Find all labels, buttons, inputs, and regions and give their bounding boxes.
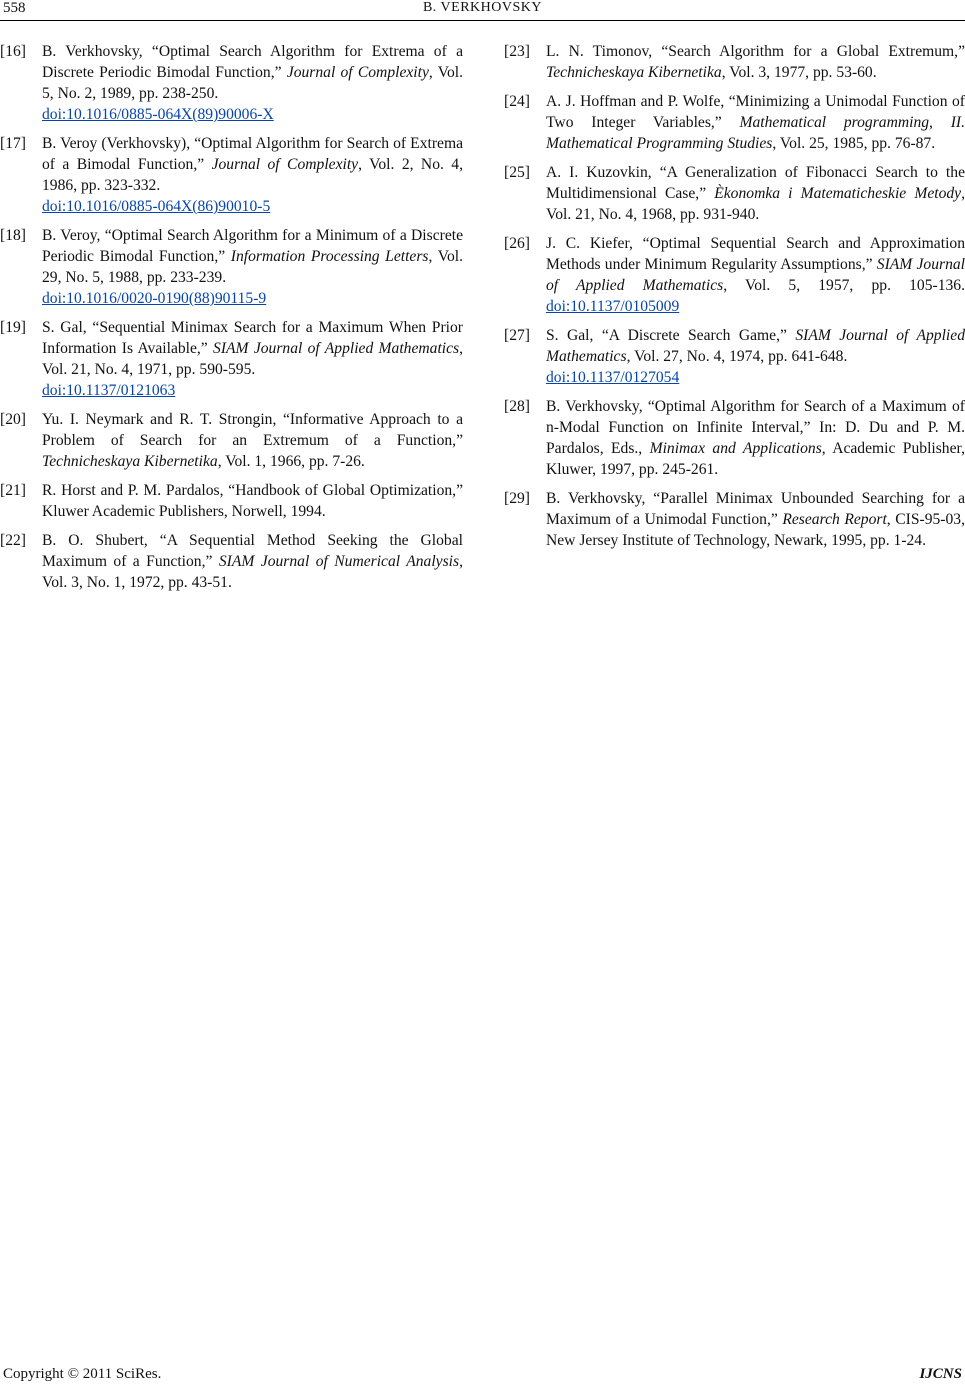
reference-text-main: B. Verkhovsky, “Optimal Algorithm for Search of a Maximum of n-Modal Function on Infinite Interval,” In: D. Du and P. M. Pardalos, Eds., (546, 398, 965, 457)
reference-source-title: SIAM Journal of Applied Mathematics (546, 256, 965, 294)
reference-text (42, 530, 463, 593)
doi-link[interactable]: doi:10.1016/0020-0190(88)90115-9 (42, 290, 267, 307)
reference-source-title: Mathematical programming, II. Mathematical Programming Studies (546, 114, 965, 152)
reference-number: [16] (0, 43, 26, 60)
reference-number: [20] (0, 411, 26, 428)
reference-number: [26] (504, 235, 530, 252)
reference-text-details: , Vol. 2, No. 4, 1986, pp. 323-332. (42, 156, 464, 194)
reference-item (0, 409, 463, 472)
reference-item (0, 225, 463, 309)
page-number: 558 (3, 0, 26, 16)
reference-number: [23] (504, 43, 530, 60)
reference-text-details: , Vol. 29, No. 5, 1988, pp. 233-239. (42, 248, 463, 286)
footer-journal: IJCNS (919, 1366, 962, 1382)
reference-text-main: B. Verkhovsky, “Parallel Minimax Unbounded Searching for a Maximum of a Unimodal Function,” (546, 490, 965, 528)
doi-link[interactable]: doi:10.1137/0121063 (42, 382, 176, 399)
header-rule (0, 20, 965, 21)
reference-text-details: , Vol. 25, 1985, pp. 76-87. (772, 135, 936, 152)
running-head: B. VERKHOVSKY (422, 0, 543, 15)
reference-text-details: , Vol. 5, 1957, pp. 105-136. (723, 277, 965, 294)
reference-text-details: , CIS-95-03, New Jersey Institute of Technology, Newark, 1995, pp. 1-24. (546, 511, 965, 549)
reference-item (0, 317, 463, 401)
doi-link[interactable]: doi:10.1137/0127054 (546, 369, 680, 386)
reference-source-title: Journal of Complexity (211, 156, 359, 173)
reference-number: [22] (0, 532, 26, 549)
doi-link[interactable]: doi:10.1137/0105009 (546, 298, 680, 315)
reference-item (504, 396, 965, 480)
reference-number: [18] (0, 227, 26, 244)
reference-text-details: , Vol. 3, 1977, pp. 53-60. (721, 64, 877, 81)
reference-source-title: Information Processing Letters (230, 248, 429, 265)
reference-number: [27] (504, 327, 530, 344)
reference-text-details: , Vol. 3, No. 1, 1972, pp. 43-51. (42, 553, 463, 591)
references-right-column (504, 41, 965, 559)
reference-text (546, 488, 965, 551)
reference-text-details: , Vol. 21, No. 4, 1971, pp. 590-595. (42, 340, 463, 378)
references-left-column (0, 41, 463, 601)
reference-source-title: Journal of Complexity (286, 64, 429, 81)
reference-text-details: , Academic Publisher, Kluwer, 1997, pp. 245-261. (546, 440, 965, 478)
reference-text-main: R. Horst and P. M. Pardalos, “Handbook of Global Optimization,” Kluwer Academic Publishers, Norwell, 1994. (42, 482, 463, 520)
reference-number: [28] (504, 398, 530, 415)
reference-source-title: Research Report (782, 511, 887, 528)
reference-text-details: , Vol. 1, 1966, pp. 7-26. (217, 453, 365, 470)
reference-text-main: A. J. Hoffman and P. Wolfe, “Minimizing a Unimodal Function of Two Integer Variables,” (546, 93, 965, 131)
reference-text (42, 409, 463, 472)
footer-copyright: Copyright © 2011 SciRes. (3, 1366, 162, 1382)
reference-number: [19] (0, 319, 26, 336)
reference-number: [17] (0, 135, 26, 152)
reference-text-main: B. O. Shubert, “A Sequential Method Seeking the Global Maximum of a Function,” (42, 532, 463, 570)
reference-text (42, 317, 463, 401)
reference-text-main: B. Veroy (Verkhovsky), “Optimal Algorithm for Search of Extrema of a Bimodal Function,” (42, 135, 463, 173)
reference-item (504, 233, 965, 317)
reference-item (504, 41, 965, 83)
reference-text (42, 133, 463, 217)
reference-text-details: , Vol. 5, No. 2, 1989, pp. 238-250. (42, 64, 464, 102)
reference-text-main: A. I. Kuzovkin, “A Generalization of Fibonacci Search to the Multidimensional Case,” (546, 164, 965, 202)
reference-source-title: Èkonomka i Matematicheskie Metody (714, 185, 962, 202)
reference-item (504, 162, 965, 225)
reference-text-details: , Vol. 27, No. 4, 1974, pp. 641-648. (626, 348, 848, 365)
reference-text (42, 225, 463, 309)
reference-text (546, 41, 965, 83)
reference-number: [29] (504, 490, 530, 507)
reference-number: [24] (504, 93, 530, 110)
reference-item (0, 41, 463, 125)
reference-item (0, 133, 463, 217)
doi-link[interactable]: doi:10.1016/0885-064X(89)90006-X (42, 106, 274, 123)
reference-item (504, 91, 965, 154)
reference-number: [25] (504, 164, 530, 181)
reference-text (546, 325, 965, 388)
reference-item (504, 488, 965, 551)
reference-text (546, 233, 965, 317)
reference-text-details: , Vol. 21, No. 4, 1968, pp. 931-940. (546, 185, 965, 223)
reference-text-main: Yu. I. Neymark and R. T. Strongin, “Informative Approach to a Problem of Search for an Extremum of a Function,” (42, 411, 463, 449)
reference-text (546, 91, 965, 154)
reference-text-main: L. N. Timonov, “Search Algorithm for a Global Extremum,” (546, 43, 965, 60)
reference-item (504, 325, 965, 388)
reference-text (42, 41, 463, 125)
reference-text-main: S. Gal, “A Discrete Search Game,” (546, 327, 796, 344)
reference-text-main: S. Gal, “Sequential Minimax Search for a Maximum When Prior Information Is Available,” (42, 319, 463, 357)
reference-source-title: Technicheskaya Kibernetika (42, 453, 218, 470)
doi-link[interactable]: doi:10.1016/0885-064X(86)90010-5 (42, 198, 271, 215)
reference-text (546, 162, 965, 225)
reference-source-title: SIAM Journal of Numerical Analysis (218, 553, 460, 570)
reference-text (42, 480, 463, 522)
reference-source-title: Technicheskaya Kibernetika (546, 64, 722, 81)
reference-item (0, 480, 463, 522)
reference-text-main: J. C. Kiefer, “Optimal Sequential Search and Approximation Methods under Minimum Regularity Assumptions,” (546, 235, 965, 273)
reference-text-main: B. Verkhovsky, “Optimal Search Algorithm for Extrema of a Discrete Periodic Bimodal Function,” (42, 43, 463, 81)
reference-number: [21] (0, 482, 26, 499)
reference-source-title: SIAM Journal of Applied Mathematics (213, 340, 460, 357)
reference-source-title: Minimax and Applications (649, 440, 822, 457)
reference-text (546, 396, 965, 480)
reference-item (0, 530, 463, 593)
reference-source-title: SIAM Journal of Applied Mathematics (546, 327, 965, 365)
reference-text-main: B. Veroy, “Optimal Search Algorithm for a Minimum of a Discrete Periodic Bimodal Function,” (42, 227, 463, 265)
